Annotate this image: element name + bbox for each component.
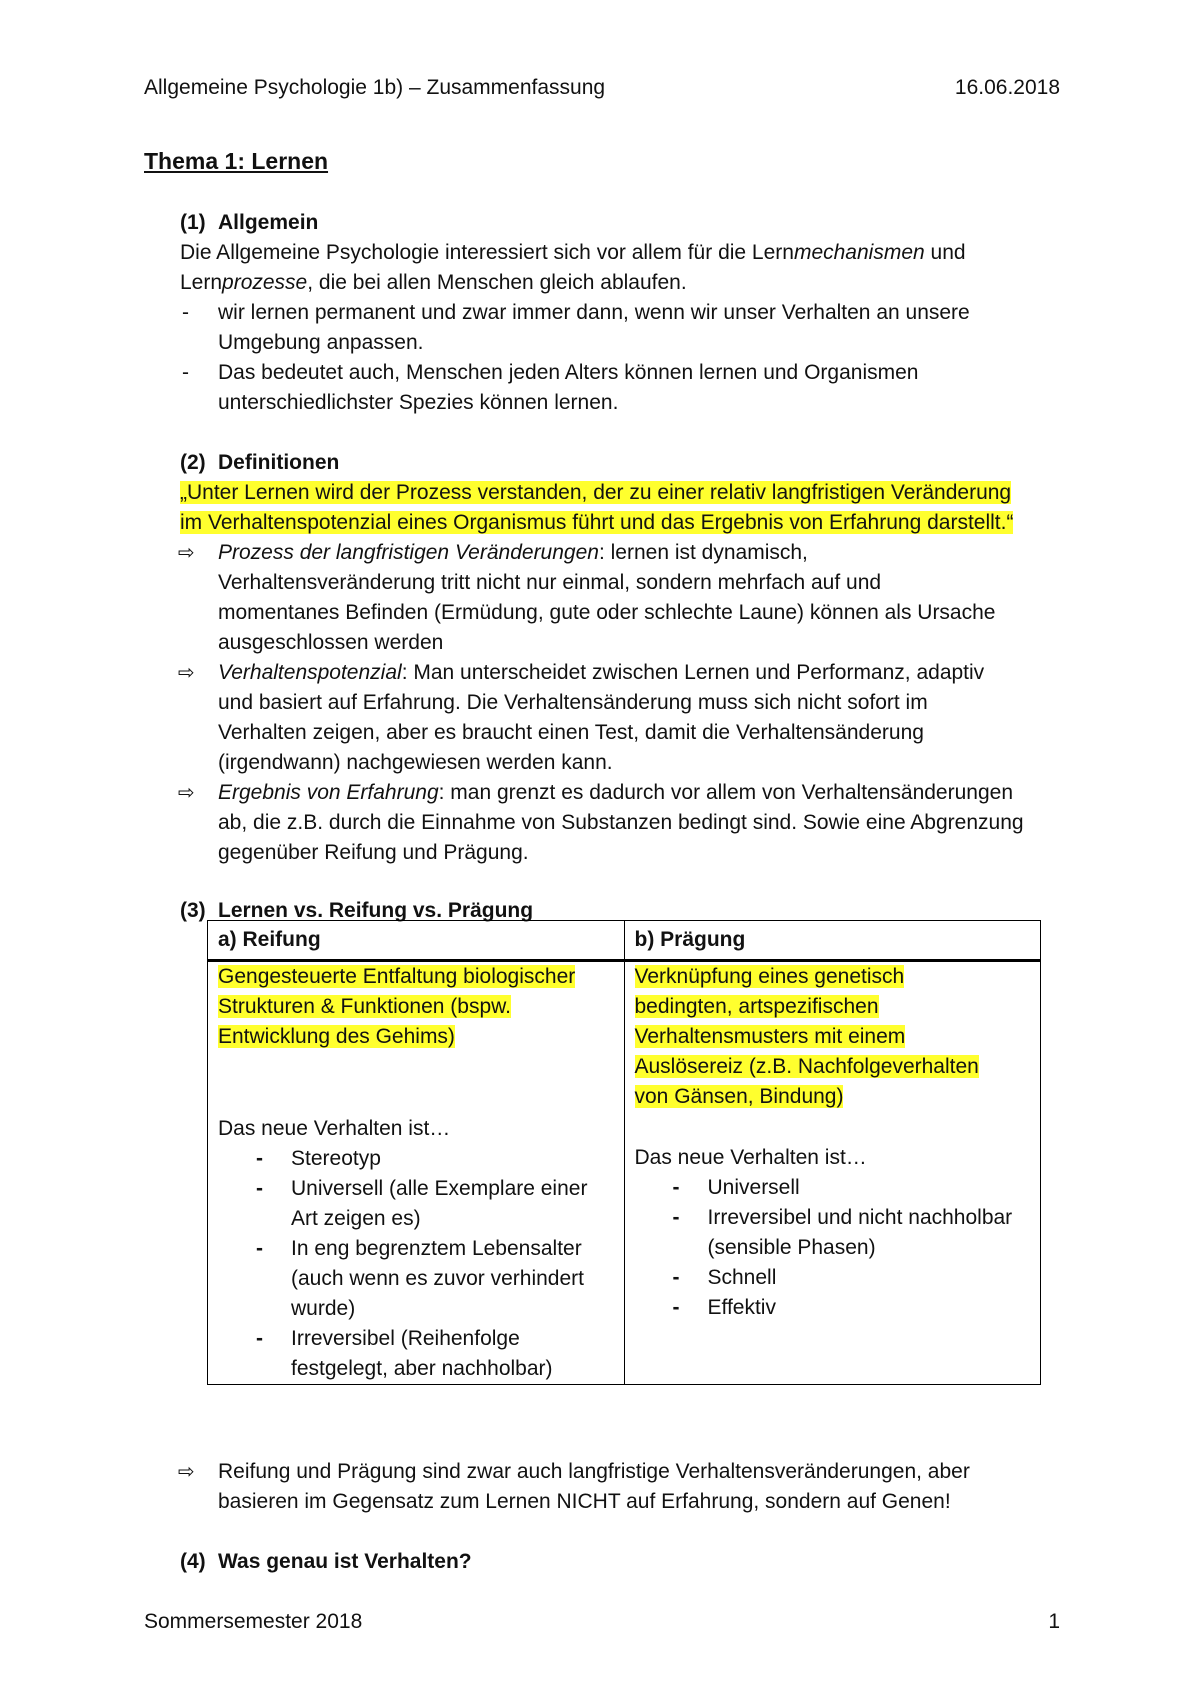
arrow-2-line-4: (irgendwann) nachgewiesen werden kann.	[218, 751, 613, 774]
arrow-1-line-1: Prozess der langfristigen Veränderungen: lernen ist dynamisch,	[218, 541, 808, 564]
section-3-title: Lernen vs. Reifung vs. Prägung	[218, 899, 534, 922]
section-2-title: Definitionen	[218, 451, 340, 474]
header-right: 16.06.2018	[954, 76, 1060, 99]
section-1-bullet-1-line-1: wir lernen permanent und zwar immer dann, wenn wir unser Verhalten an unsere	[218, 301, 970, 324]
arrow-3-line-1: Ergebnis von Erfahrung: man grenzt es dadurch vor allem von Verhaltensänderungen	[218, 781, 1013, 804]
reifung-list	[218, 1144, 614, 1384]
definition-quote-line-2: im Verhaltenspotenzial eines Organismus führt und das Ergebnis von Erfahrung darstellt.“	[180, 511, 1014, 534]
section-4-number: (4)	[180, 1550, 206, 1573]
reifung-intro: Das neue Verhalten ist…	[218, 1117, 451, 1140]
cell-reifung	[208, 961, 625, 1385]
arrow-bullet-icon: ⇨	[178, 542, 195, 564]
list-item: - Universell	[635, 1173, 1031, 1203]
reifung-definition: Gengesteuerte Entfaltung biologischer Strukturen & Funktionen (bspw. Entwicklung des Gehims)	[218, 965, 576, 1048]
arrow-2-line-2: und basiert auf Erfahrung. Die Verhaltensänderung muss sich nicht sofort im	[218, 691, 928, 714]
conclusion-line-1: Reifung und Prägung sind zwar auch langfristige Verhaltensveränderungen, aber	[218, 1460, 970, 1483]
section-3-number: (3)	[180, 899, 206, 922]
list-item: - Stereotyp	[218, 1144, 614, 1174]
arrow-2-line-3: Verhalten zeigen, aber es braucht einen Test, damit die Verhaltensänderung	[218, 721, 924, 744]
arrow-1-line-2: Verhaltensveränderung tritt nicht nur einmal, sondern mehrfach auf und	[218, 571, 882, 594]
page-title: Thema 1: Lernen	[144, 148, 329, 174]
arrow-1-line-4: ausgeschlossen werden	[218, 631, 444, 654]
bullet-dash: -	[182, 361, 189, 384]
section-1-bullet-2-line-1: Das bedeutet auch, Menschen jeden Alters können lernen und Organismen	[218, 361, 919, 384]
list-item: - Schnell	[635, 1263, 1031, 1293]
definition-quote-line-1: „Unter Lernen wird der Prozess verstanden, der zu einer relativ langfristigen Veränderung	[180, 481, 1012, 504]
arrow-1-line-3: momentanes Befinden (Ermüdung, gute oder schlechte Laune) können als Ursache	[218, 601, 996, 624]
praegung-intro: Das neue Verhalten ist…	[634, 1146, 867, 1169]
praegung-definition: Verknüpfung eines genetisch bedingten, artspezifischen Verhaltensmusters mit einem Auslösereiz (z.B. Nachfolgeverhalten von Gänsen, Bindung)	[634, 965, 979, 1108]
comparison-table	[207, 920, 1041, 1385]
column-head-reifung: a) Reifung	[208, 921, 625, 961]
list-item: - Irreversibel (Reihenfolge festgelegt, aber nachholbar)	[218, 1324, 614, 1384]
section-1-paragraph-line-1: Die Allgemeine Psychologie interessiert sich vor allem für die Lernmechanismen und	[180, 241, 966, 264]
section-1-title: Allgemein	[218, 211, 319, 234]
footer-left: Sommersemester 2018	[144, 1610, 363, 1633]
conclusion-line-2: basieren im Gegensatz zum Lernen NICHT auf Erfahrung, sondern auf Genen!	[218, 1490, 951, 1513]
list-item: - In eng begrenztem Lebensalter (auch wenn es zuvor verhindert wurde)	[218, 1234, 614, 1324]
section-2-number: (2)	[180, 451, 206, 474]
section-1-bullet-1-line-2: Umgebung anpassen.	[218, 331, 424, 354]
arrow-3-line-2: ab, die z.B. durch die Einnahme von Substanzen bedingt sind. Sowie eine Abgrenzung	[218, 811, 1024, 834]
section-4-title: Was genau ist Verhalten?	[218, 1550, 472, 1573]
section-1-number: (1)	[180, 211, 206, 234]
section-1-bullet-2-line-2: unterschiedlichster Spezies können lernen.	[218, 391, 619, 414]
praegung-list	[635, 1173, 1031, 1323]
header-left: Allgemeine Psychologie 1b) – Zusammenfassung	[144, 76, 606, 99]
list-item: - Effektiv	[635, 1293, 1031, 1323]
arrow-bullet-icon: ⇨	[178, 782, 195, 804]
arrow-bullet-icon: ⇨	[178, 1461, 195, 1483]
cell-praegung	[624, 961, 1041, 1385]
arrow-2-line-1: Verhaltenspotenzial: Man unterscheidet zwischen Lernen und Performanz, adaptiv	[218, 661, 985, 684]
arrow-3-line-3: gegenüber Reifung und Prägung.	[218, 841, 529, 864]
bullet-dash: -	[182, 301, 189, 324]
list-item: - Irreversibel und nicht nachholbar (sensible Phasen)	[635, 1203, 1031, 1263]
arrow-bullet-icon: ⇨	[178, 662, 195, 684]
list-item: - Universell (alle Exemplare einer Art zeigen es)	[218, 1174, 614, 1234]
page-number: 1	[1048, 1610, 1060, 1633]
section-1-paragraph-line-2: Lernprozesse, die bei allen Menschen gleich ablaufen.	[180, 271, 687, 294]
column-head-praegung: b) Prägung	[624, 921, 1041, 961]
